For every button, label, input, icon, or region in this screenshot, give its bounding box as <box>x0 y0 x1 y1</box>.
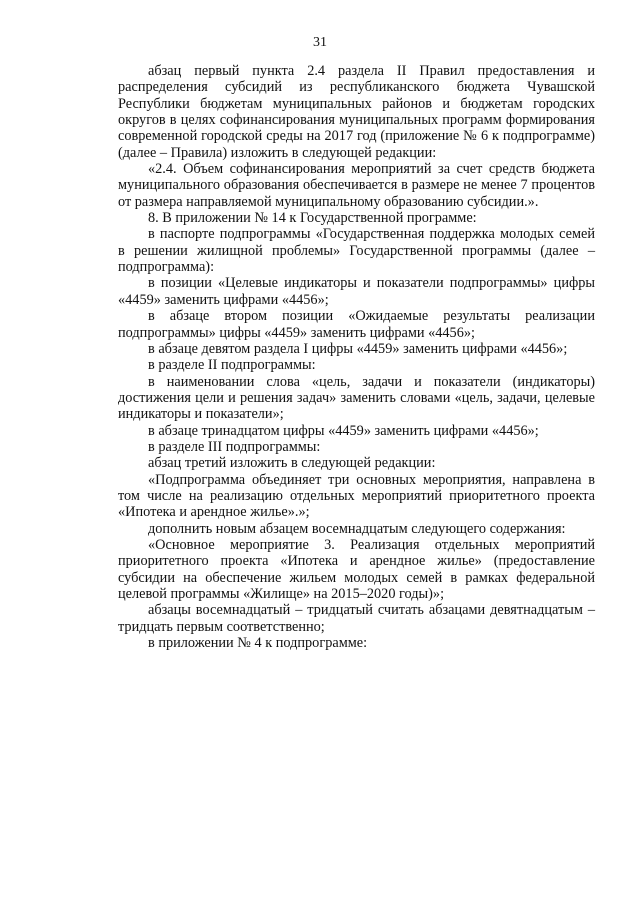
paragraph: «Подпрограмма объединяет три основных мероприятия, направлена в том числе на реализацию отдельных мероприятий приоритетного проекта «Ипотека и арендное жилье».»; <box>118 471 595 521</box>
paragraph: абзац третий изложить в следующей редакции: <box>148 455 436 472</box>
paragraph: в позиции «Целевые индикаторы и показатели подпрограммы» цифры «4459» заменить цифрами «4456»; <box>118 275 595 308</box>
paragraph: в абзаце девятом раздела I цифры «4459» заменить цифрами «4456»; <box>148 340 568 357</box>
paragraph: в абзаце втором позиции «Ожидаемые результаты реализации подпрограммы» цифры «4459» заменить цифрами «4456»; <box>118 308 595 341</box>
paragraph: «Основное мероприятие 3. Реализация отдельных мероприятий приоритетного проекта «Ипотека и арендное жилье» (предоставление субсидии на обеспечение жильем молодых семей в рамках федеральной целевой программы «Жилище» на 2015–2020 годы)»; <box>118 536 595 602</box>
paragraph: абзац первый пункта 2.4 раздела II Правил предоставления и распределения субсидий из республиканского бюджета Чувашской Республики бюджетам муниципальных районов и бюджетам городских округов в целях софинансирования муниципальных программ формирования современной городской среды на 2017 год (приложение № 6 к подпрограмме) (далее – Правила) изложить в следующей редакции: <box>118 63 595 161</box>
paragraph: в паспорте подпрограммы «Государственная поддержка молодых семей в решении жилищной проблемы» Государственной программы (далее – подпрограмма): <box>118 226 595 276</box>
paragraph: 8. В приложении № 14 к Государственной программе: <box>148 210 477 227</box>
paragraph: в абзаце тринадцатом цифры «4459» заменить цифрами «4456»; <box>148 422 539 439</box>
paragraph: в наименовании слова «цель, задачи и показатели (индикаторы) достижения цели и решения задач» заменить словами «цель, задачи, целевые индикаторы и показатели»; <box>118 373 595 423</box>
paragraph: абзацы восемнадцатый – тридцатый считать абзацами девятнадцатым – тридцать первым соответственно; <box>118 602 595 635</box>
paragraph: в разделе II подпрограммы: <box>148 357 316 374</box>
page-number: 31 <box>313 35 327 50</box>
paragraph: «2.4. Объем софинансирования мероприятий за счет средств бюджета муниципального образования обеспечивается в размере не менее 7 процентов от размера направляемой муниципальному образованию субсидии.». <box>118 161 595 210</box>
paragraph: в разделе III подпрограммы: <box>148 438 321 455</box>
document-body <box>118 63 595 651</box>
paragraph: в приложении № 4 к подпрограмме: <box>148 635 368 652</box>
paragraph: дополнить новым абзацем восемнадцатым следующего содержания: <box>148 520 566 537</box>
